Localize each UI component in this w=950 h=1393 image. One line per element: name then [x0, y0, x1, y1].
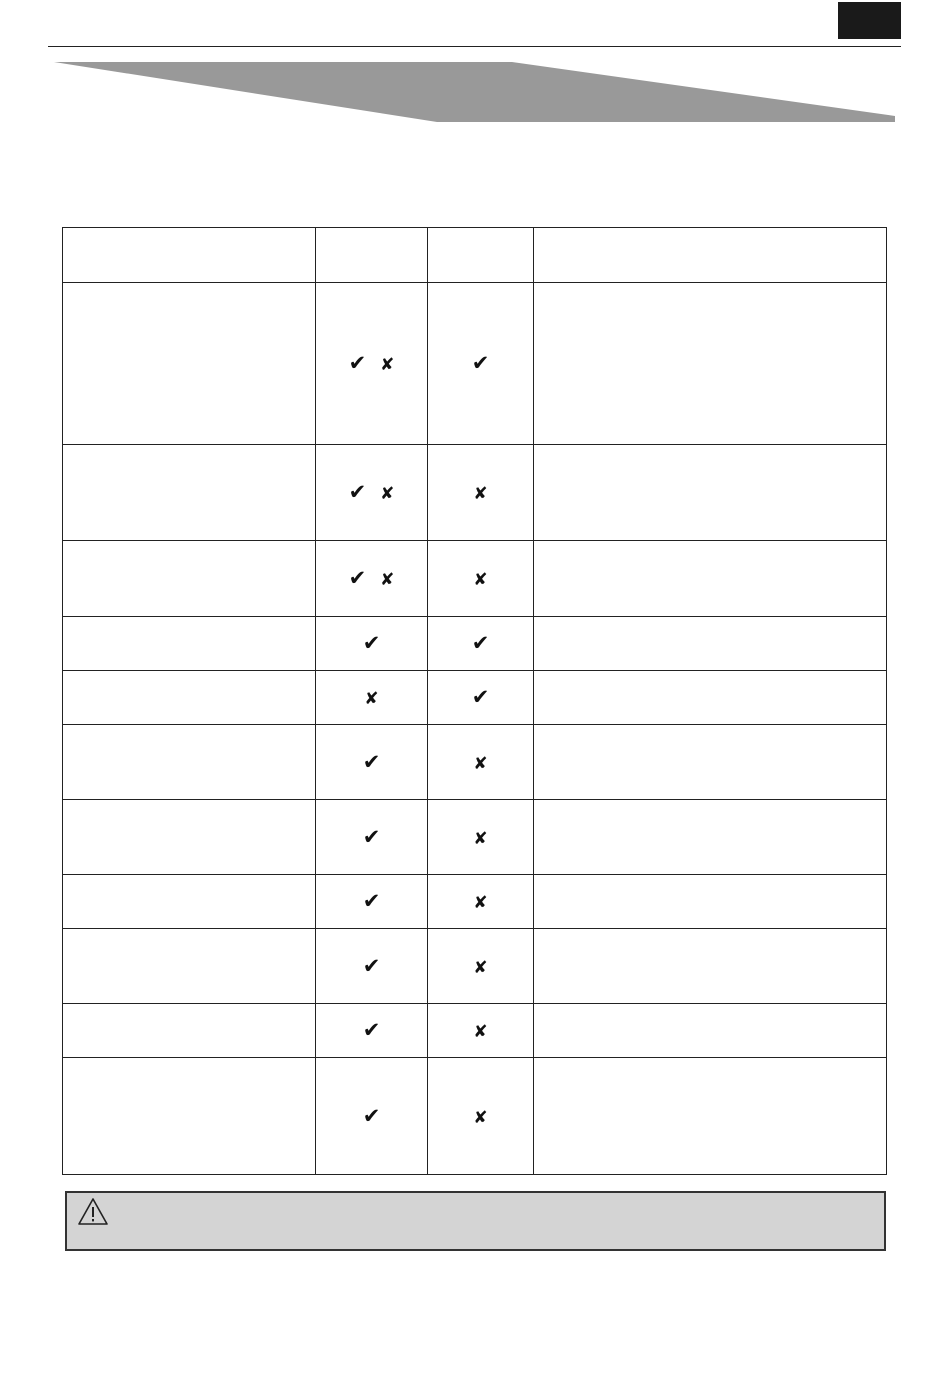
- row-mark-b: [428, 1004, 534, 1058]
- row-description: [63, 929, 316, 1004]
- row-description: [63, 800, 316, 875]
- check-icon: ✔: [471, 685, 490, 709]
- row-mark-b: [428, 725, 534, 800]
- check-icon: ✔: [362, 749, 381, 774]
- check-icon: ✔: [362, 953, 381, 978]
- row-notes: [534, 800, 887, 875]
- table-row: [63, 725, 887, 800]
- table-header-row: [63, 228, 887, 283]
- check-icon: ✔: [471, 351, 490, 375]
- check-cross-pair: [349, 351, 395, 376]
- row-notes: [534, 875, 887, 929]
- row-description: [63, 445, 316, 541]
- row-notes: [534, 283, 887, 445]
- cross-icon: ✘: [473, 570, 488, 590]
- row-notes: [534, 929, 887, 1004]
- row-mark-b: [428, 800, 534, 875]
- row-mark-a: [316, 283, 428, 445]
- cross-icon: ✘: [473, 1022, 488, 1042]
- row-mark-b: [428, 671, 534, 725]
- row-mark-a: [316, 875, 428, 929]
- row-mark-b: [428, 617, 534, 671]
- row-mark-b: [428, 875, 534, 929]
- check-cross-pair: [349, 566, 395, 591]
- table-row: [63, 1058, 887, 1175]
- row-notes: [534, 617, 887, 671]
- row-mark-a: [316, 1058, 428, 1175]
- check-cross-pair: [349, 480, 395, 505]
- cross-icon: ✘: [473, 957, 488, 978]
- cross-icon: ✘: [380, 355, 395, 375]
- row-notes: [534, 725, 887, 800]
- check-icon: ✔: [348, 351, 367, 375]
- row-mark-a: [316, 541, 428, 617]
- header-cell-b: [428, 228, 534, 283]
- cross-icon: ✘: [380, 570, 395, 590]
- table-row: [63, 1004, 887, 1058]
- warning-box: [65, 1191, 886, 1251]
- check-icon: ✔: [362, 1018, 381, 1042]
- row-mark-a: [316, 671, 428, 725]
- row-notes: [534, 1058, 887, 1175]
- row-mark-b: [428, 445, 534, 541]
- table-row: [63, 617, 887, 671]
- row-mark-b: [428, 929, 534, 1004]
- check-icon: ✔: [362, 824, 381, 849]
- feature-table: [62, 227, 887, 1175]
- row-description: [63, 671, 316, 725]
- warning-triangle-icon: [77, 1197, 109, 1227]
- header-cell-notes: [534, 228, 887, 283]
- row-mark-b: [428, 541, 534, 617]
- cross-icon: ✘: [473, 893, 488, 913]
- row-description: [63, 617, 316, 671]
- check-icon: ✔: [348, 566, 367, 590]
- row-notes: [534, 671, 887, 725]
- cross-icon: ✘: [473, 1107, 488, 1128]
- row-description: [63, 1058, 316, 1175]
- row-mark-a: [316, 929, 428, 1004]
- row-mark-a: [316, 725, 428, 800]
- cross-icon: ✘: [473, 753, 488, 774]
- row-mark-b: [428, 1058, 534, 1175]
- table-row: [63, 800, 887, 875]
- check-icon: ✔: [362, 631, 381, 655]
- cross-icon: ✘: [473, 484, 488, 504]
- cross-icon: ✘: [473, 828, 488, 849]
- table-row: [63, 445, 887, 541]
- row-mark-a: [316, 800, 428, 875]
- check-icon: ✔: [362, 1103, 381, 1128]
- table-row: [63, 929, 887, 1004]
- header-cell-description: [63, 228, 316, 283]
- row-mark-a: [316, 617, 428, 671]
- row-description: [63, 1004, 316, 1058]
- cross-icon: ✘: [380, 484, 395, 504]
- row-notes: [534, 541, 887, 617]
- header-cell-a: [316, 228, 428, 283]
- row-description: [63, 541, 316, 617]
- row-description: [63, 725, 316, 800]
- check-icon: ✔: [471, 631, 490, 655]
- table-row: [63, 671, 887, 725]
- title-banner: [0, 0, 950, 130]
- table-row: [63, 875, 887, 929]
- row-description: [63, 283, 316, 445]
- row-mark-a: [316, 1004, 428, 1058]
- row-mark-a: [316, 445, 428, 541]
- check-icon: ✔: [362, 889, 381, 913]
- row-mark-b: [428, 283, 534, 445]
- check-icon: ✔: [348, 480, 367, 504]
- cross-icon: ✘: [364, 689, 379, 709]
- table-row: [63, 283, 887, 445]
- row-notes: [534, 445, 887, 541]
- table-row: [63, 541, 887, 617]
- row-description: [63, 875, 316, 929]
- row-notes: [534, 1004, 887, 1058]
